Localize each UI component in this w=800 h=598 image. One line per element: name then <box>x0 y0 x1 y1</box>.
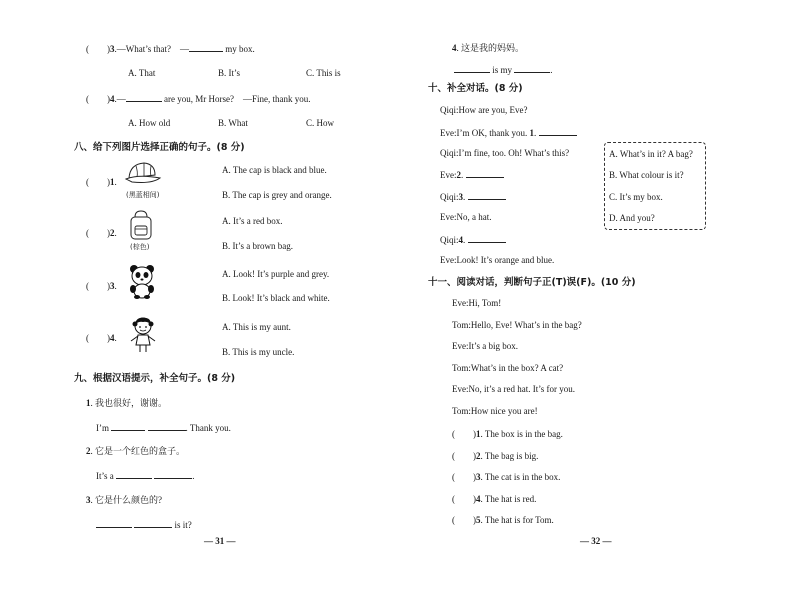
choice-b: B. It’s a brown bag. <box>222 241 293 251</box>
panda-icon <box>126 263 158 299</box>
option: C. How <box>306 118 335 128</box>
option: C. It’s my box. <box>609 192 663 202</box>
answer-blank[interactable] <box>466 168 504 178</box>
mc-question-3: ( )3.—What’s that? — my box. <box>86 44 255 54</box>
answer-blank[interactable] <box>514 63 550 73</box>
option: B. What <box>218 118 248 128</box>
section-10-title: 十、补全对话。(8 分) <box>428 83 523 94</box>
page-number: — 31 — <box>204 536 236 546</box>
dialogue-line: Qiqi:How are you, Eve? <box>440 105 528 115</box>
choice-a: A. This is my aunt. <box>222 322 291 332</box>
option: C. This is <box>306 68 341 78</box>
dialogue-line: Tom:Hello, Eve! What’s in the bag? <box>452 319 582 330</box>
option: B. It’s <box>218 68 241 78</box>
option: B. What colour is it? <box>609 170 684 180</box>
section-9-title: 九、根据汉语提示，补全句子。(8 分) <box>74 373 236 384</box>
dialogue-line: Qiqi:3. <box>440 190 506 203</box>
answer-blank[interactable] <box>96 518 132 528</box>
translation-answer-4: is my . <box>454 63 553 76</box>
picture-caption: (黑蓝相间) <box>126 191 160 199</box>
true-false-item: ( )1. The box is in the bag. <box>452 429 563 439</box>
picture-caption: (棕色) <box>130 243 150 251</box>
choice-b: B. The cap is grey and orange. <box>222 190 332 200</box>
cap-icon <box>124 160 162 186</box>
true-false-item: ( )4. The hat is red. <box>452 493 537 504</box>
dialogue-line: Tom:How nice you are! <box>452 405 538 416</box>
answer-blank[interactable] <box>134 518 172 528</box>
translation-item-1: 1. 我也很好，谢谢。 <box>86 398 168 408</box>
true-false-item: ( )5. The hat is for Tom. <box>452 515 554 526</box>
dialogue-line: Eve:Look! It’s orange and blue. <box>440 255 555 265</box>
dialogue-line: Tom:What’s in the box? A cat? <box>452 362 564 373</box>
right-page <box>400 0 800 598</box>
option: A. That <box>128 68 156 78</box>
translation-item-4: 4. 这是我的妈妈。 <box>452 43 525 53</box>
answer-blank[interactable] <box>454 63 490 73</box>
option: A. What’s in it? A bag? <box>609 149 693 159</box>
options-box <box>604 142 706 230</box>
translation-answer-1: I’m . Thank you. <box>96 423 231 433</box>
picture-question-4: ( )4. <box>86 333 117 343</box>
choice-a: A. The cap is black and blue. <box>222 165 327 175</box>
picture-question-2: ( )2. <box>86 228 117 238</box>
answer-blank[interactable] <box>126 92 162 102</box>
answer-blank[interactable] <box>111 421 145 431</box>
section-11-title: 十一、阅读对话，判断句子正(T)误(F)。(10 分) <box>428 277 636 288</box>
translation-answer-2: It’s a . <box>96 471 195 481</box>
choice-b: B. This is my uncle. <box>222 347 295 357</box>
translation-answer-3: is it? <box>96 518 192 531</box>
answer-blank[interactable] <box>154 469 192 479</box>
choice-b: B. Look! It’s black and white. <box>222 293 330 303</box>
answer-blank[interactable] <box>539 126 577 136</box>
answer-blank[interactable] <box>148 421 186 431</box>
answer-blank[interactable] <box>116 469 152 479</box>
section-8-title: 八、给下列图片选择正确的句子。(8 分) <box>74 142 245 153</box>
answer-blank[interactable] <box>468 233 506 243</box>
dialogue-line: Eve:2. <box>440 168 504 181</box>
dialogue-line: Qiqi:4. <box>440 233 506 246</box>
dialogue-line: Eve:I’m OK, thank you. 1. <box>440 126 577 139</box>
girl-icon <box>128 316 158 354</box>
dialogue-line: Eve:No, a hat. <box>440 212 492 222</box>
translation-item-3: 3. 它是什么颜色的? <box>86 495 162 505</box>
option: A. How old <box>128 118 171 128</box>
picture-question-3: ( )3. <box>86 281 117 291</box>
translation-item-2: 2. 它是一个红色的盒子。 <box>86 446 186 456</box>
dialogue-line: Eve:No, it’s a red hat. It’s for you. <box>452 384 575 394</box>
choice-a: A. Look! It’s purple and grey. <box>222 269 330 279</box>
true-false-item: ( )2. The bag is big. <box>452 450 539 461</box>
dialogue-line: Eve:It’s a big box. <box>452 341 519 351</box>
mc-question-4: ( )4.— are you, Mr Horse? —Fine, thank you. <box>86 94 311 104</box>
dialogue-line: Eve:Hi, Tom! <box>452 298 502 308</box>
true-false-item: ( )3. The cat is in the box. <box>452 472 561 483</box>
dialogue-line: Qiqi:I’m fine, too. Oh! What’s this? <box>440 148 570 158</box>
answer-blank[interactable] <box>189 42 223 52</box>
picture-question-1: ( )1. <box>86 177 117 187</box>
page-number: — 32 — <box>580 536 612 546</box>
option: D. And you? <box>609 213 655 223</box>
schoolbag-icon <box>126 210 156 242</box>
answer-blank[interactable] <box>468 190 506 200</box>
choice-a: A. It’s a red box. <box>222 216 283 226</box>
